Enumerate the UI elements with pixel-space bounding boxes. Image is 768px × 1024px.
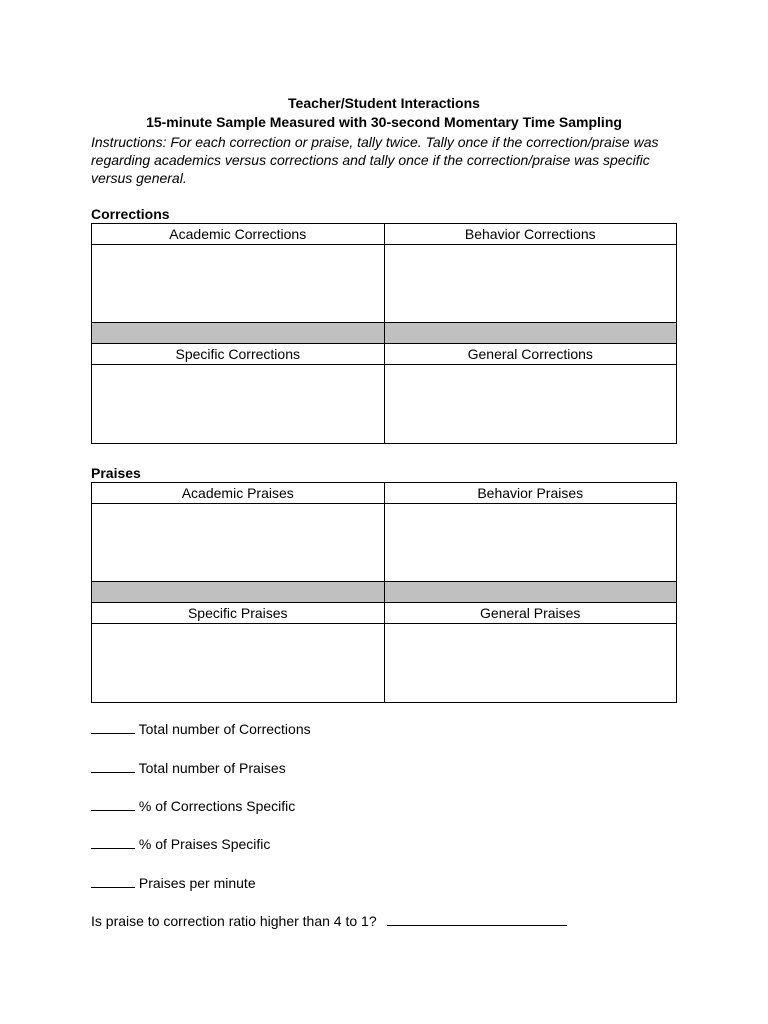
pct-praises-specific-blank[interactable] [91, 836, 135, 849]
pct-corrections-specific-line [91, 797, 295, 815]
ratio-question-line [91, 912, 567, 930]
praises-type-header-row [92, 603, 676, 624]
pct-praises-specific-line [91, 835, 270, 853]
corrections-type-tally-row [92, 365, 676, 443]
corrections-table [91, 223, 677, 444]
specific-corrections-header: Specific Corrections [175, 346, 300, 362]
praises-shaded-divider [92, 582, 676, 603]
corrections-shaded-divider [92, 323, 676, 344]
specific-praises-tally-cell[interactable] [92, 624, 384, 702]
general-corrections-header: General Corrections [384, 344, 677, 364]
total-praises-label: Total number of Praises [138, 760, 286, 776]
academic-corrections-header: Academic Corrections [169, 226, 307, 242]
total-praises-line [91, 759, 286, 777]
praises-per-minute-line [91, 874, 256, 892]
instructions-text: Instructions: For each correction or praise, tally twice. Tally once if the correction/praise was regarding academics versus corrections and tally once if the correction/praise was specific versus general. [91, 134, 659, 186]
academic-corrections-tally-cell[interactable] [92, 245, 384, 322]
ratio-answer-blank[interactable] [387, 913, 567, 926]
shaded-cell [384, 582, 677, 602]
ratio-question-label: Is praise to correction ratio higher than 4 to 1? [91, 913, 377, 929]
praises-tally-row [92, 504, 676, 582]
academic-praises-tally-cell[interactable] [92, 504, 384, 581]
general-corrections-tally-cell[interactable] [384, 365, 677, 443]
general-praises-header: General Praises [384, 603, 677, 623]
total-praises-blank[interactable] [91, 760, 135, 773]
page-subtitle: 15-minute Sample Measured with 30-second Momentary Time Sampling [146, 114, 622, 130]
shaded-cell [384, 323, 677, 343]
praises-per-minute-label: Praises per minute [138, 875, 256, 891]
behavior-praises-header: Behavior Praises [384, 483, 677, 503]
specific-corrections-tally-cell[interactable] [92, 365, 384, 443]
academic-praises-header: Academic Praises [181, 485, 294, 501]
behavior-praises-tally-cell[interactable] [384, 504, 677, 581]
total-corrections-line [91, 720, 311, 738]
total-corrections-blank[interactable] [91, 721, 135, 734]
shaded-cell [92, 582, 384, 602]
shaded-cell [92, 323, 384, 343]
corrections-type-header-row [92, 344, 676, 365]
total-corrections-label: Total number of Corrections [138, 721, 311, 737]
specific-praises-header: Specific Praises [187, 605, 288, 621]
praises-type-tally-row [92, 624, 676, 702]
general-praises-tally-cell[interactable] [384, 624, 677, 702]
praises-per-minute-blank[interactable] [91, 875, 135, 888]
pct-praises-specific-label: % of Praises Specific [138, 836, 271, 852]
behavior-corrections-tally-cell[interactable] [384, 245, 677, 322]
behavior-corrections-header: Behavior Corrections [384, 224, 677, 244]
corrections-header-row [92, 224, 676, 245]
praises-section-title: Praises [91, 465, 141, 481]
corrections-tally-row [92, 245, 676, 323]
pct-corrections-specific-blank[interactable] [91, 798, 135, 811]
pct-corrections-specific-label: % of Corrections Specific [138, 798, 296, 814]
page-title: Teacher/Student Interactions [288, 95, 480, 111]
praises-header-row [92, 483, 676, 504]
praises-table [91, 482, 677, 703]
corrections-section-title: Corrections [91, 206, 170, 222]
